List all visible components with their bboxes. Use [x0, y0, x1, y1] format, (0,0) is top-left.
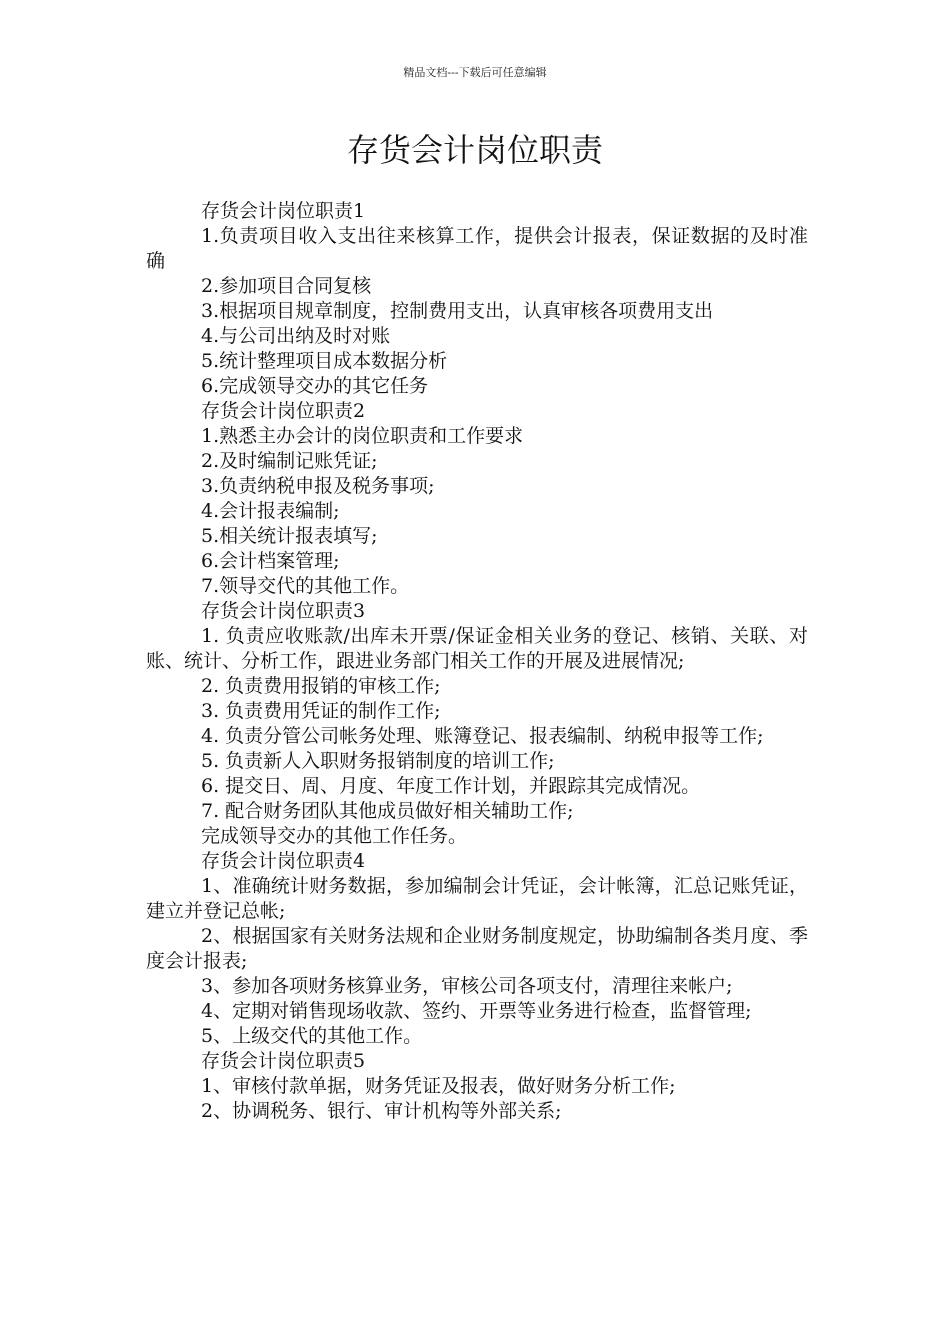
list-item: 3. 负责费用凭证的制作工作; [201, 700, 441, 722]
list-item: 1.负责项目收入支出往来核算工作，提供会计报表，保证数据的及时准确 [146, 225, 808, 272]
section-heading: 存货会计岗位职责3 [201, 600, 366, 622]
list-item: 4、定期对销售现场收款、签约、开票等业务进行检查，监督管理; [201, 1000, 752, 1022]
section-heading: 存货会计岗位职责5 [201, 1050, 366, 1072]
list-item: 7.领导交代的其他工作。 [201, 575, 410, 597]
list-item: 2. 负责费用报销的审核工作; [201, 675, 441, 697]
list-item: 6. 提交日、周、月度、年度工作计划，并跟踪其完成情况。 [201, 775, 701, 797]
list-item: 完成领导交办的其他工作任务。 [201, 825, 468, 847]
list-item: 2、根据国家有关财务法规和企业财务制度规定，协助编制各类月度、季度会计报表; [146, 925, 808, 972]
list-item: 6.完成领导交办的其它任务 [201, 375, 429, 397]
list-item: 1、审核付款单据，财务凭证及报表，做好财务分析工作; [201, 1075, 676, 1097]
list-item: 6.会计档案管理; [201, 550, 340, 572]
list-item: 2.及时编制记账凭证; [201, 450, 378, 472]
list-item: 5.相关统计报表填写; [201, 525, 378, 547]
list-item: 5. 负责新人入职财务报销制度的培训工作; [201, 750, 555, 772]
list-item: 5、上级交代的其他工作。 [201, 1025, 423, 1047]
list-item: 4.与公司出纳及时对账 [201, 325, 391, 347]
list-item: 3.根据项目规章制度，控制费用支出，认真审核各项费用支出 [201, 300, 714, 322]
page-header: 精品文档---下载后可任意编辑 [403, 66, 547, 79]
list-item: 1、准确统计财务数据，参加编制会计凭证，会计帐簿，汇总记账凭证，建立并登记总帐; [146, 875, 808, 922]
list-item: 3、参加各项财务核算业务，审核公司各项支付，清理往来帐户; [201, 975, 733, 997]
list-item: 3.负责纳税申报及税务事项; [201, 475, 435, 497]
list-item: 1. 负责应收账款/出库未开票/保证金相关业务的登记、核销、关联、对账、统计、分析工作，跟进业务部门相关工作的开展及进展情况; [146, 625, 808, 672]
list-item: 2、协调税务、银行、审计机构等外部关系; [201, 1100, 562, 1122]
section-heading: 存货会计岗位职责1 [201, 200, 366, 222]
document-title: 存货会计岗位职责 [346, 131, 603, 169]
list-item: 4. 负责分管公司帐务处理、账簿登记、报表编制、纳税申报等工作; [201, 725, 764, 747]
section-heading: 存货会计岗位职责4 [201, 850, 366, 872]
list-item: 2.参加项目合同复核 [201, 275, 372, 297]
list-item: 1.熟悉主办会计的岗位职责和工作要求 [201, 425, 524, 447]
list-item: 7. 配合财务团队其他成员做好相关辅助工作; [201, 800, 574, 822]
section-heading: 存货会计岗位职责2 [201, 400, 366, 422]
list-item: 4.会计报表编制; [201, 500, 340, 522]
list-item: 5.统计整理项目成本数据分析 [201, 350, 448, 372]
document-body [146, 199, 808, 1124]
